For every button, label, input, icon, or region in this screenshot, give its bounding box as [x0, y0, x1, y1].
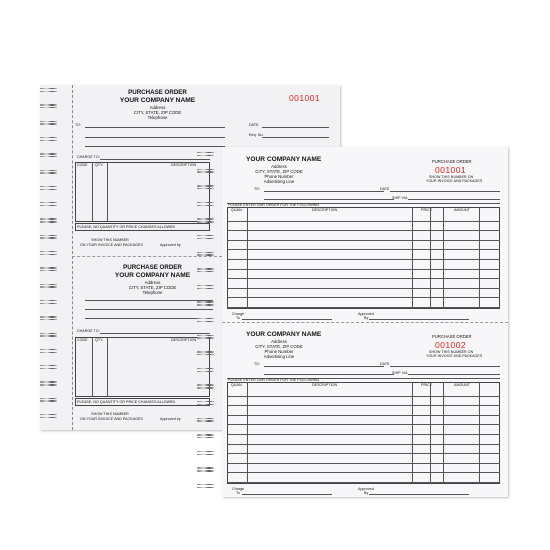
spiral-coil: [197, 418, 214, 423]
ship-via-line: [408, 374, 500, 375]
table-row-rule: [227, 482, 500, 483]
city: CITY, STATE, ZIP CODE: [255, 169, 303, 174]
spiral-coil: [40, 186, 57, 191]
spiral-coil: [197, 467, 214, 472]
table-row-rule: [227, 269, 500, 270]
address-line: [264, 374, 394, 375]
spiral-coil: [197, 368, 214, 373]
address: Address: [271, 164, 287, 169]
col-sep-price: [430, 207, 431, 309]
stub1-col-sep-1: [92, 162, 93, 222]
spiral-coil: [197, 301, 214, 306]
on-invoice: YOUR INVOICE AND PACKAGES: [426, 354, 483, 358]
spiral-coil: [197, 285, 214, 290]
col-sep-amount: [479, 382, 480, 484]
stub-perforation: [72, 85, 73, 430]
date-label: DATE: [380, 187, 390, 191]
table-row-rule: [227, 278, 500, 279]
spiral-coil: [197, 451, 214, 456]
stub1-charge-to: CHARGE TO:: [77, 155, 100, 159]
table-row-rule: [227, 415, 500, 416]
to-line-3: [85, 146, 225, 147]
city: CITY, STATE, ZIP CODE: [255, 344, 303, 349]
advertising-line: Advertising Line: [263, 354, 295, 359]
spiral-coil: [197, 351, 214, 356]
table-row-rule: [227, 424, 500, 425]
stub1-charge-line: [100, 159, 210, 160]
top-city: CITY, STATE, ZIP CODE: [133, 110, 182, 115]
approved-label: Approved: [358, 487, 374, 491]
bottom-to-line-1: [85, 300, 213, 301]
stub2-on-invoice: ON YOUR INVOICE AND PACKAGES: [80, 417, 143, 421]
stub1-approved: Approved by: [160, 243, 181, 247]
bottom-to-line-3: [85, 318, 213, 319]
table-row-rule: [227, 297, 500, 298]
to-line-1: [85, 127, 225, 128]
col-sep-desc: [412, 382, 413, 484]
instruction: PLEASE ENTER OUR ORDER FOR THE FOLLOWING: [228, 203, 320, 207]
spiral-coil: [40, 170, 57, 175]
bottom-telephone: Telephone: [142, 290, 163, 295]
quan-header: QUAN.: [231, 383, 243, 387]
table-row-rule: [227, 288, 500, 289]
stub1-col-sep-2: [107, 162, 108, 222]
spiral-coil: [40, 414, 57, 419]
stub1-show-number: SHOW THIS NUMBER: [91, 238, 129, 242]
spiral-coil: [40, 104, 57, 109]
col-sep-amount: [479, 207, 480, 309]
order-number: 001002: [435, 340, 467, 350]
spiral-coil: [40, 153, 57, 158]
top-to-label: TO:: [75, 123, 82, 127]
table-row-rule: [227, 434, 500, 435]
address: Address: [271, 339, 287, 344]
on-invoice: YOUR INVOICE AND PACKAGES: [426, 179, 483, 183]
spiral-coil: [40, 137, 57, 142]
charge-line: [242, 494, 332, 495]
table-row-rule: [227, 221, 500, 222]
price-header: PRICE: [421, 383, 433, 387]
spiral-coil: [40, 300, 57, 305]
table-row-rule: [227, 463, 500, 464]
col-sep-price-cents: [443, 207, 444, 309]
to-line-2: [85, 137, 225, 138]
show-number: SHOW THIS NUMBER ON: [429, 350, 474, 354]
col-sep-quan: [247, 207, 248, 309]
company-name: YOUR COMPANY NAME: [246, 331, 322, 338]
spiral-coil: [40, 398, 57, 403]
spiral-coil: [40, 365, 57, 370]
bottom-order-title: PURCHASE ORDER: [123, 264, 182, 271]
col-sep-price: [430, 382, 431, 484]
bottom-address: Address: [144, 280, 161, 285]
bottom-city: CITY, STATE, ZIP CODE: [128, 285, 177, 290]
bottom-to-line-2: [85, 309, 213, 310]
table-row-rule: [227, 396, 500, 397]
stub2-charge-line: [100, 333, 210, 334]
spiral-coil: [197, 202, 214, 207]
stub2-code-header: CODE: [77, 338, 88, 342]
table-row-rule: [227, 240, 500, 241]
price-header: PRICE: [421, 208, 433, 212]
spiral-coil: [197, 268, 214, 273]
stub2-approved: Approved by: [160, 417, 181, 421]
approved-by-label: By: [364, 316, 369, 320]
to-line: [264, 366, 384, 367]
phone-number: Phone Number: [264, 349, 294, 354]
top-order-number: 001001: [289, 93, 321, 103]
instruction: PLEASE ENTER OUR ORDER FOR THE FOLLOWING: [228, 378, 320, 382]
date-line: [262, 127, 329, 128]
spiral-coil: [197, 185, 214, 190]
bottom-company-name: YOUR COMPANY NAME: [114, 272, 191, 279]
spiral-coil: [40, 88, 57, 93]
spiral-coil: [197, 335, 214, 340]
table-row-rule: [227, 472, 500, 473]
order-title: PURCHASE ORDER: [432, 159, 472, 164]
spiral-coil: [40, 218, 57, 223]
top-company-name: YOUR COMPANY NAME: [119, 97, 196, 104]
stub2-show-number: SHOW THIS NUMBER: [91, 412, 129, 416]
top-req-label: Req. No.: [249, 133, 264, 137]
phone-number: Phone Number: [264, 174, 294, 179]
table-row-rule: [227, 307, 500, 308]
amount-header: AMOUNT: [454, 383, 470, 387]
table-row-rule: [227, 259, 500, 260]
spiral-coil: [197, 434, 214, 439]
spiral-coil: [40, 316, 57, 321]
table-row-rule: [227, 405, 500, 406]
stub1-notice-box: [75, 223, 210, 231]
table-row-rule: [227, 230, 500, 231]
spiral-coil: [197, 384, 214, 389]
spiral-coil: [40, 333, 57, 338]
table-row-rule: [227, 453, 500, 454]
ship-via-line: [408, 199, 500, 200]
spiral-coil: [197, 218, 214, 223]
right-order-separator: [222, 322, 508, 323]
col-sep-quan: [247, 382, 248, 484]
top-address: Address: [149, 105, 166, 110]
spiral-coil: [197, 235, 214, 240]
approved-line: [369, 319, 469, 320]
stub2-col-sep-1: [92, 337, 93, 397]
item-table: [227, 207, 500, 309]
date-line: [390, 191, 500, 192]
date-label: DATE: [380, 362, 390, 366]
spiral-coil: [40, 202, 57, 207]
address-line: [264, 199, 394, 200]
stub1-on-invoice: ON YOUR INVOICE AND PACKAGES: [80, 243, 143, 247]
approved-by-label: By: [364, 491, 369, 495]
stub2-qty-header: QTY.: [95, 338, 104, 342]
charge-to-label: To: [236, 491, 240, 495]
spiral-coil: [40, 381, 57, 386]
amount-header: AMOUNT: [454, 208, 470, 212]
spiral-coil: [197, 401, 214, 406]
date-line: [390, 366, 500, 367]
req-line: [262, 137, 329, 138]
spiral-coil: [40, 267, 57, 272]
to-label: TO:: [254, 362, 261, 366]
approved-line: [369, 494, 469, 495]
top-telephone: Telephone: [147, 115, 168, 120]
col-sep-desc: [412, 207, 413, 309]
spiral-coil: [40, 121, 57, 126]
stub1-notice: PLEASE, NO QUANTITY OR PRICE CHANGES ALLOWED: [77, 225, 176, 229]
advertising-line: Advertising Line: [263, 179, 295, 184]
charge-label: Charge: [232, 487, 245, 491]
spiral-coil: [40, 251, 57, 256]
spiral-coil: [40, 349, 57, 354]
charge-label: Charge: [232, 312, 245, 316]
spiral-coil: [197, 152, 214, 157]
charge-line: [242, 319, 332, 320]
ship-via-label: SHIP VIA: [392, 371, 408, 375]
spiral-coil: [40, 235, 57, 240]
item-table: [227, 382, 500, 484]
stub1-qty-header: QTY.: [95, 163, 104, 167]
stub2-description-header: DESCRIPTION: [171, 338, 197, 342]
stub2-charge-to: CHARGE TO:: [77, 329, 100, 333]
stub2-notice: PLEASE, NO QUANTITY OR PRICE CHANGES ALLOWED: [77, 400, 176, 404]
show-number: SHOW THIS NUMBER ON: [429, 175, 474, 179]
to-label: TO:: [254, 187, 261, 191]
top-order-title: PURCHASE ORDER: [128, 89, 187, 96]
order-title: PURCHASE ORDER: [432, 334, 472, 339]
table-row-rule: [227, 444, 500, 445]
stub1-description-header: DESCRIPTION: [171, 163, 197, 167]
spiral-coil: [197, 169, 214, 174]
order-number: 001001: [435, 165, 467, 175]
ship-via-label: SHIP VIA: [392, 196, 408, 200]
top-date-label: DATE: [249, 123, 259, 127]
spiral-coil: [197, 484, 214, 489]
quan-header: QUAN.: [231, 208, 243, 212]
company-name: YOUR COMPANY NAME: [246, 156, 322, 163]
stub1-item-table: [75, 162, 210, 222]
approved-label: Approved: [358, 312, 374, 316]
description-header: DESCRIPTION: [312, 383, 338, 387]
stub2-col-sep-2: [107, 337, 108, 397]
description-header: DESCRIPTION: [312, 208, 338, 212]
spiral-coil: [197, 252, 214, 257]
spiral-coil: [197, 318, 214, 323]
charge-to-label: To: [236, 316, 240, 320]
stub1-code-header: CODE: [77, 163, 88, 167]
col-sep-price-cents: [443, 382, 444, 484]
to-line: [264, 191, 384, 192]
spiral-coil: [40, 284, 57, 289]
table-row-rule: [227, 249, 500, 250]
stub2-item-table: [75, 337, 210, 397]
